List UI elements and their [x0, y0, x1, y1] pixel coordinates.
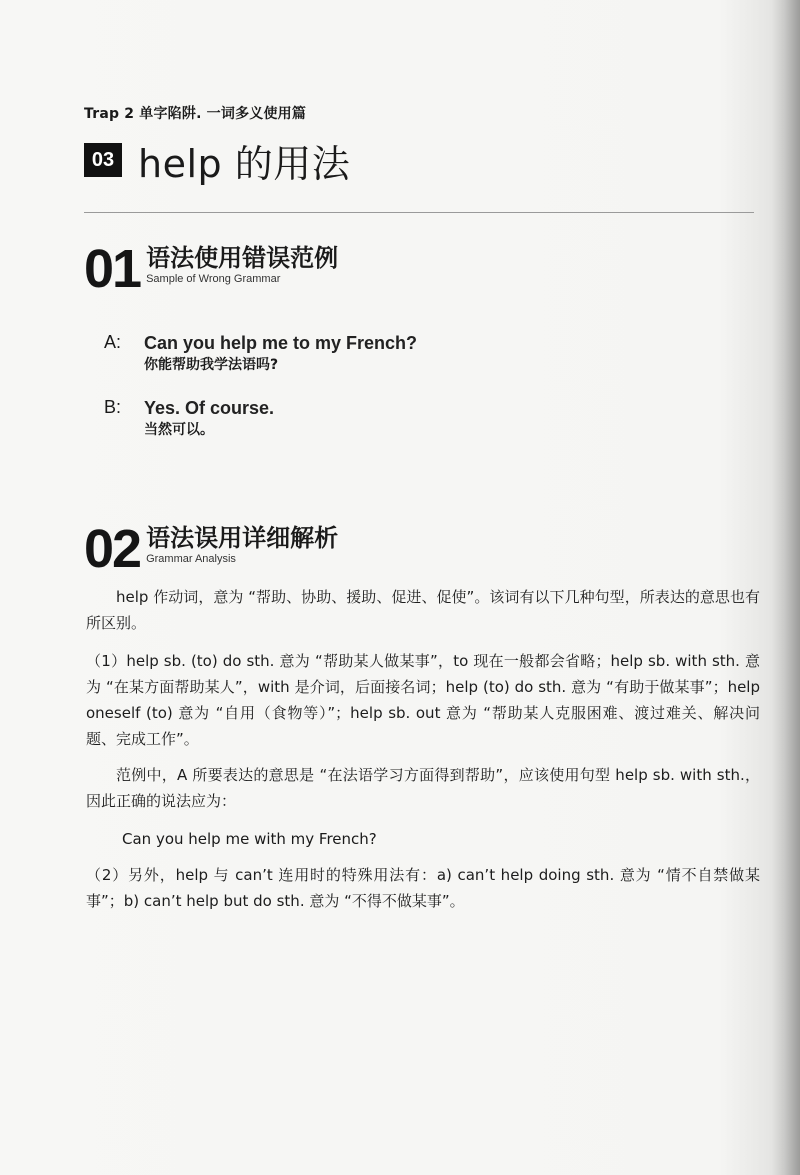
- section-title-en: Sample of Wrong Grammar: [146, 273, 281, 285]
- section-number: 02: [84, 519, 141, 579]
- dialog-line-a: [104, 332, 417, 374]
- section-02-heading: [84, 519, 339, 582]
- analysis-paragraph-patterns: （1）help sb. (to) do sth. 意为 “帮助某人做某事”，to 现在一般都会省略；help sb. with sth. 意为 “在某方面帮助某人”，with 是介词，后面接名词；help (to) do sth. 意为 “有助于做某事”；help oneself (to) 意为 “自用（食物等）”；help sb. out 意为 “帮助某人克服困难、渡过难关、解决问题、完成工作”。: [86, 652, 760, 748]
- section-titles: [146, 242, 338, 285]
- chapter-heading: [84, 138, 351, 186]
- analysis-paragraph-intro: help 作动词，意为 “帮助、协助、援助、促进、促使”。该词有以下几种句型，所表达的意思也有所区别。: [86, 588, 760, 632]
- section-01-heading: [84, 239, 339, 302]
- section-title-zh: 语法使用错误范例: [146, 244, 339, 272]
- dialog-english: Yes. Of course.: [144, 398, 275, 418]
- section-number: 01: [84, 239, 141, 299]
- chapter-title: help 的用法: [138, 141, 351, 186]
- section-titles: [146, 522, 338, 565]
- section-title-zh: 语法误用详细解析: [146, 524, 339, 552]
- analysis-paragraph-example: 范例中，A 所要表达的意思是 “在法语学习方面得到帮助”，应该使用句型 help sb. with sth.，因此正确的说法应为：: [86, 766, 760, 810]
- dialog-chinese: 你能帮助我学法语吗?: [144, 357, 279, 373]
- analysis-paragraph-cant-help: （2）另外，help 与 can’t 连用时的特殊用法有：a) can’t help doing sth. 意为 “情不自禁做某事”；b) can’t help but do sth. 意为 “不得不做某事”。: [86, 866, 760, 910]
- speaker-label: B:: [104, 397, 122, 417]
- section-title-en: Grammar Analysis: [146, 553, 236, 565]
- speaker-label: A:: [104, 332, 122, 352]
- correct-sentence: Can you help me with my French?: [122, 830, 377, 848]
- running-head: Trap 2 单字陷阱. 一词多义使用篇: [84, 106, 307, 122]
- page-spine-shadow: [772, 0, 800, 1175]
- heading-divider: [84, 212, 754, 213]
- dialog-chinese: 当然可以。: [144, 422, 214, 438]
- chapter-number-badge: 03: [84, 143, 122, 177]
- dialog-line-b: [104, 397, 274, 439]
- dialog-english: Can you help me to my French?: [144, 333, 418, 353]
